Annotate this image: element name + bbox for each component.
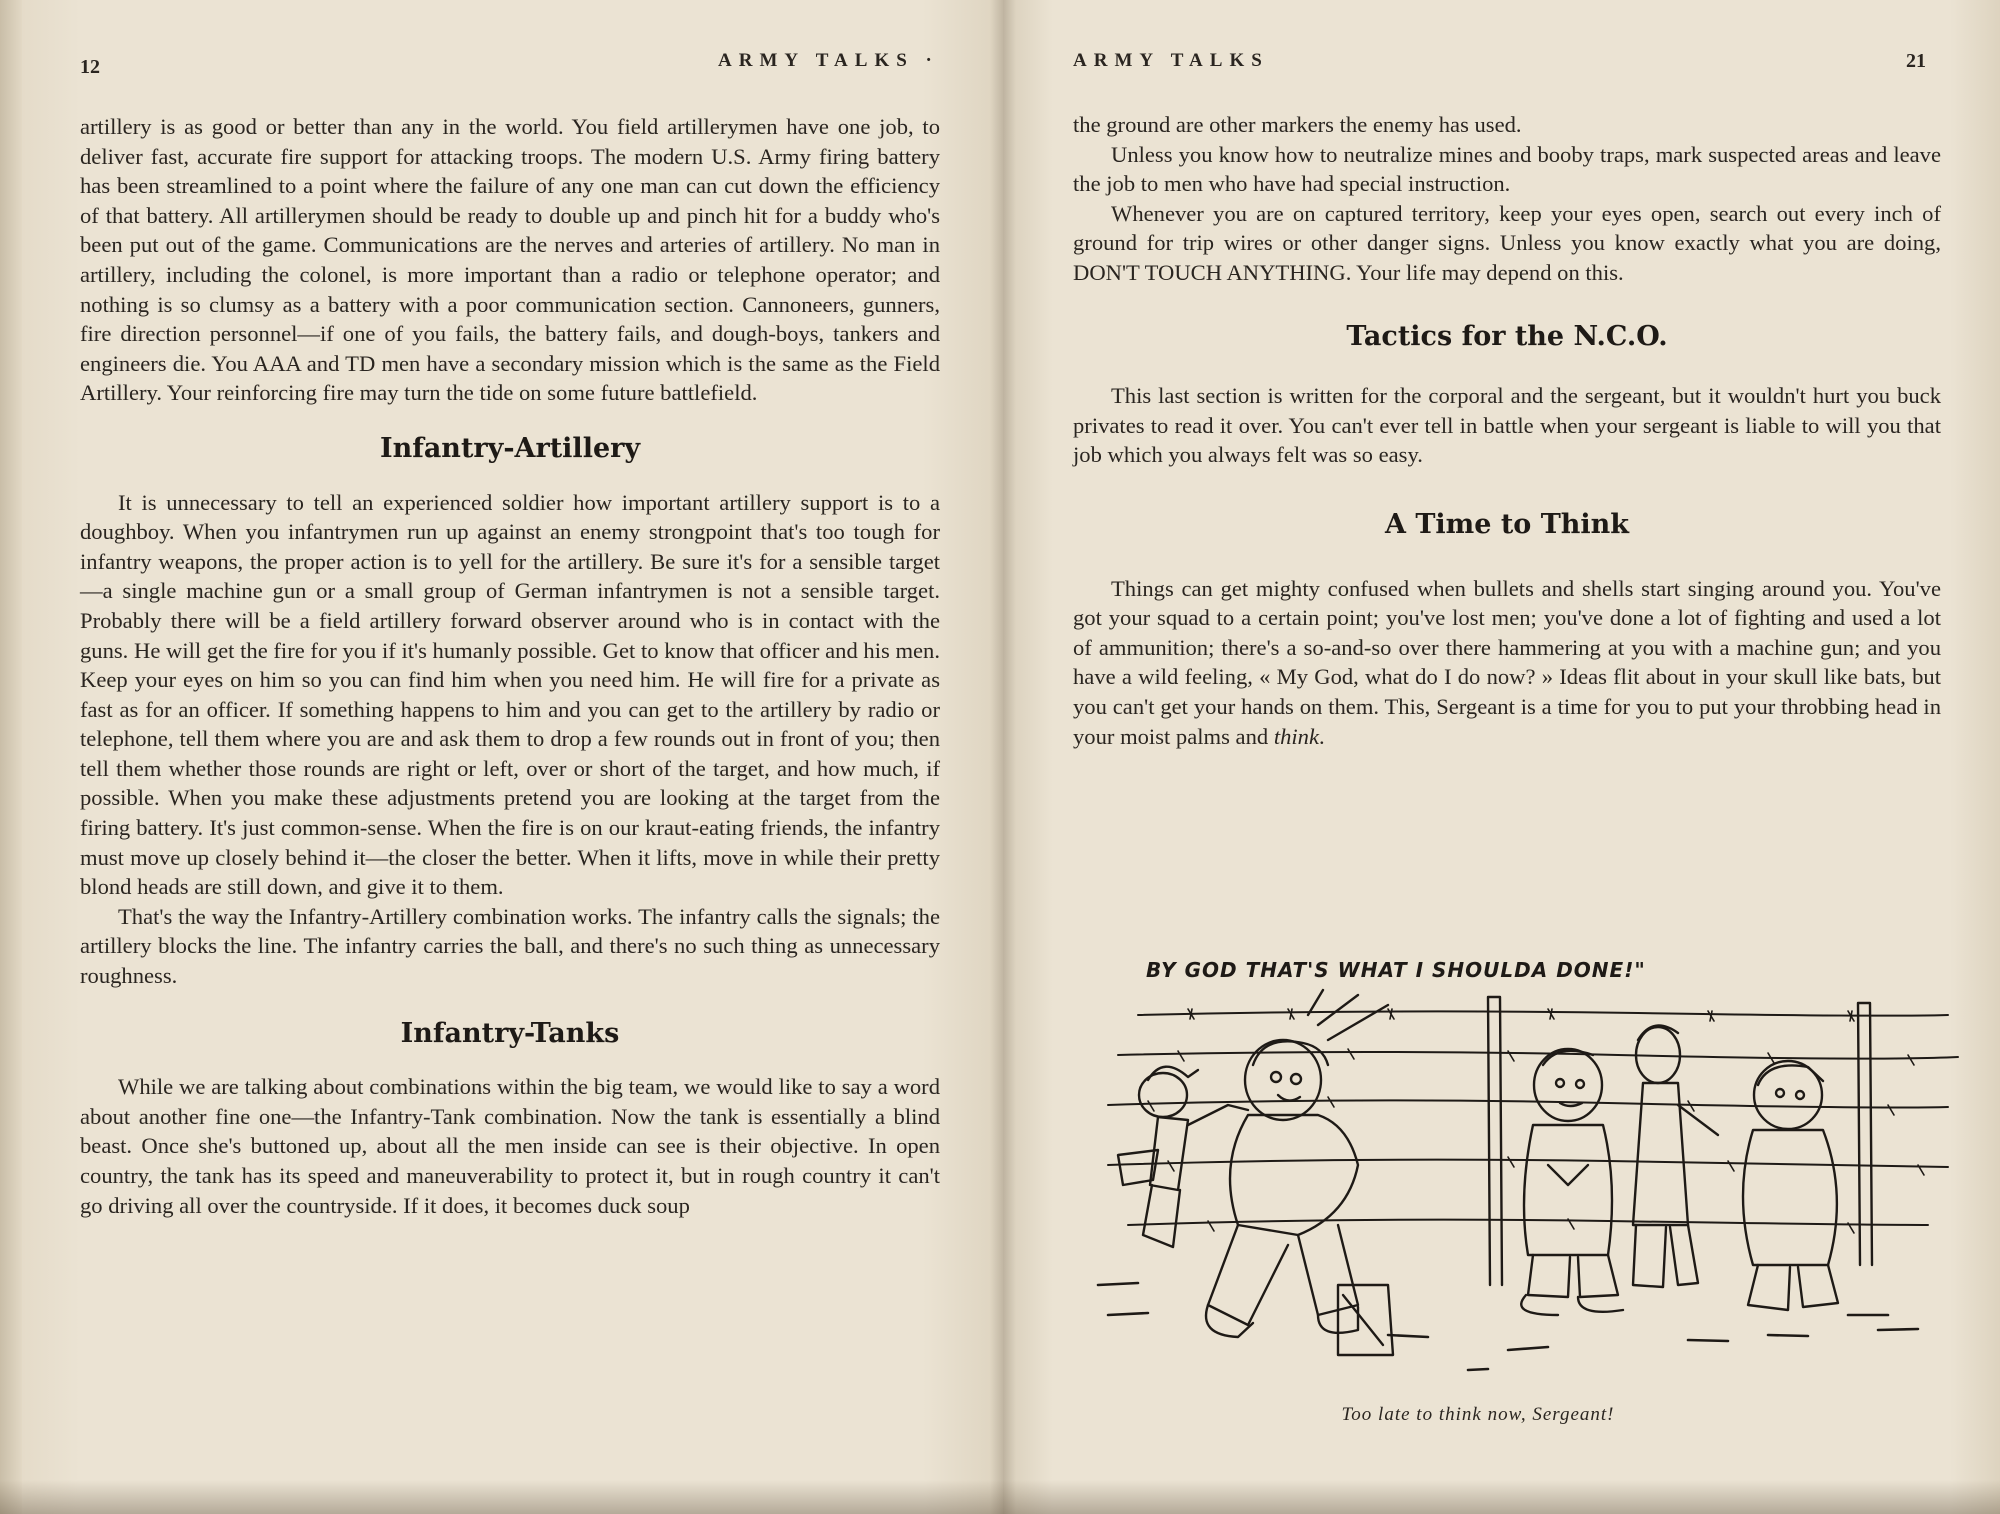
soldier-thin [1633,1025,1718,1287]
impact-lines [1308,990,1388,1040]
soldier-standing [1521,1049,1623,1315]
book-gutter [990,0,1016,1514]
paragraph: artillery is as good or better than any in the world. You field artillerymen have one job, to deliver fast, accurate fire support for attacking troops. The modern U.S. Army firing battery has been streamlined to a point where the failure of any one man can cut down the efficiency of that battery. All artillerymen should be ready to double up and pinch hit for a buddy who's been put out of the game. Communications are the nerves and arteries of artillery. No man in artillery, including the colonel, is more important than a radio or telephone operator; and nothing is so clumsy as a battery with a poor communication section. Cannoneers, gunners, fire direction personnel—if one of you fails, the battery fails, and dough-boys, tankers and engineers die. You AAA and TD men have a secondary mission which is the same as the Field Artillery. Your reinforcing fire may turn the tide on some future battlefield. [80,114,940,406]
running-header: ARMY TALKS · [718,50,939,71]
paragraph: the ground are other markers the enemy has used. [1073,112,1522,137]
page-number: 12 [80,56,100,78]
fence-posts [1488,997,1872,1285]
paragraph: This last section is written for the corporal and the sergeant, but it wouldn't hurt you buck privates to read it over. You can't ever tell in battle when your sergeant is liable to will you that job which you always felt was so easy. [1073,383,1941,468]
section-heading: Infantry-Artillery [379,432,641,464]
cartoon-title: BY GOD THAT'S WHAT I SHOULDA DONE!" [1146,958,1646,982]
paragraph-text: Things can get mighty confused when bullets and shells start singing around you. You've got your squad to a certain point; you've lost men; you've done a lot of fighting and used a lot of ammunition; there's a so-and-so over there hammering at you with a machine gun; and you have a wild feeling, « My God, what do I do now? » Ideas flit about in your skull like bats, but you can't get your hands on them. This, Sergeant is a time for you to put your throbbing head in your moist palms and [1073,575,1941,749]
paragraph-end: . [1319,723,1325,749]
paragraph: While we are talking about combinations within the big team, we would like to say a word about another fine one—the Infantry-Tank combination. Now the tank is essentially a blind beast. Once she's buttoned up, about all the men inside can see is their objective. In open country, the tank has its speed and maneuverability to protect it, but in rough country it can't go driving all over the countryside. If it does, it becomes duck soup [80,1074,940,1218]
section-heading: Infantry-Tanks [400,1017,620,1049]
right-column [1073,110,1941,751]
page-bottom-edge [0,1480,2000,1514]
running-header: ARMY TALKS [1073,50,1269,71]
paragraph: That's the way the Infantry-Artillery combination works. The infantry calls the signals; the artillery blocks the line. The infantry carries the ball, and there's no such thing as unnecessary roughness. [80,903,940,989]
right-page [1003,0,2000,1514]
paragraph: Unless you know how to neutralize mines and booby traps, mark suspected areas and leave the job to men who have had special instruction. [1073,141,1941,197]
emphasis-text: think [1273,723,1320,749]
soldier-right [1743,1061,1838,1310]
cartoon-caption: Too late to think now, Sergeant! [1341,1404,1615,1425]
paragraph: Whenever you are on captured territory, keep your eyes open, search out every inch of ground for trip wires or other danger signs. Unless you know exactly what you are doing, DON'T TOUCH ANYTHING. Your life may depend on this. [1073,200,1941,285]
soldier-running [1118,1067,1248,1247]
paragraph [1073,574,1941,752]
page-number: 21 [1906,50,1926,72]
ground-marks [1098,1283,1918,1370]
paragraph: It is unnecessary to tell an experienced soldier how important artillery support is to a doughboy. When you infantrymen run up against an enemy strongpoint that's too tough for infantry weapons, the proper action is to yell for the artillery. Be sure it's for a sensible target—a single machine gun or a small group of German infantrymen is not a sensible target. Probably there will be a field artillery forward observer around who is in contact with the guns. He will get the fire for you if it's humanly possible. Get to know that officer and his men. Keep your eyes on him so you can find him when you need him. He will fire for a private as fast as for an officer. If something happens to him and you can get to the artillery by radio or telephone, tell them where you are and ask them to drop a few rounds out in front of you; then tell them whether those rounds are right or left, over or short of the target, and how much, if possible. When you make these adjustments pretend you are looking at the target from the firing battery. It's just common-sense. When the fire is on our kraut-eating friends, the infantry must move up closely behind it—the closer the better. When it lifts, move in while their pretty blond heads are still down, and give it to them. [80,489,940,900]
left-column [80,112,940,1220]
section-heading: A Time to Think [1384,508,1630,540]
barbed-wire [1108,1009,1958,1233]
section-heading: Tactics for the N.C.O. [1346,320,1668,352]
page-edge [0,0,22,1514]
cartoon-illustration [1088,985,1968,1385]
sergeant-figure [1206,1040,1393,1355]
